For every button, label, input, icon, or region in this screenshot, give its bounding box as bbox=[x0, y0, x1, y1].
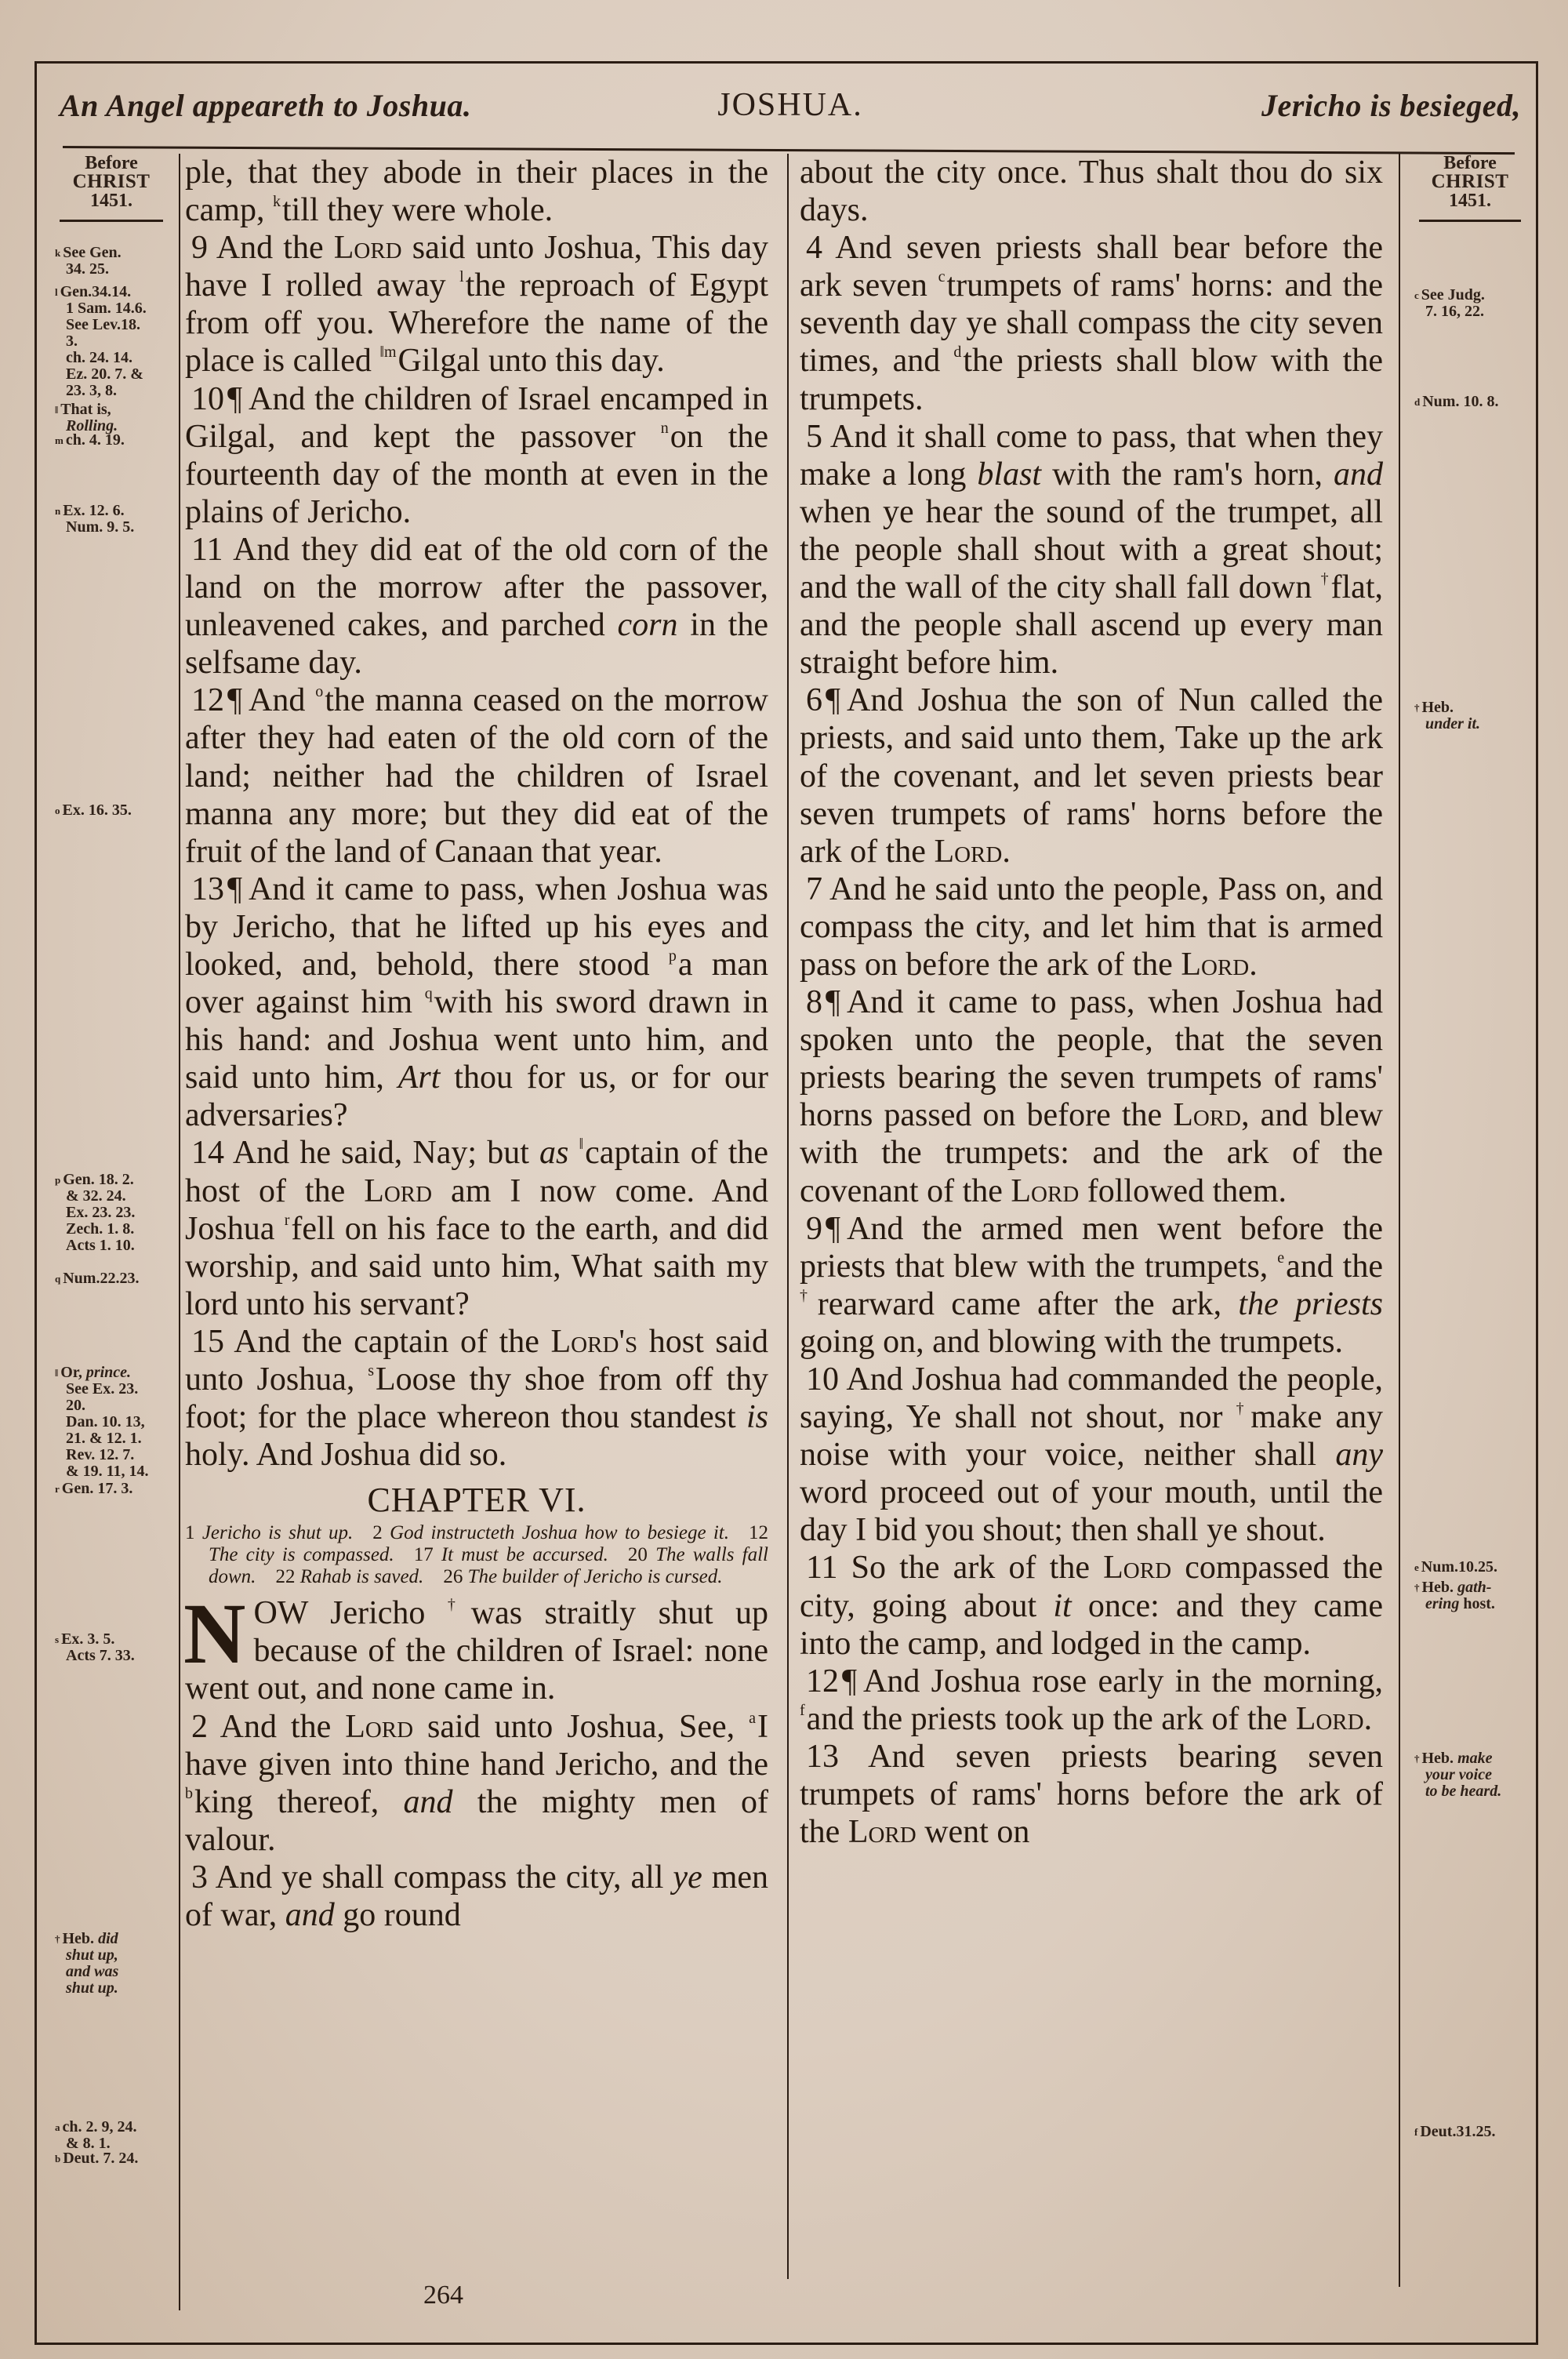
footnote-marker: † bbox=[447, 1596, 470, 1614]
reference-line: $^a$ ch. 2. 9, 24. bbox=[55, 2118, 137, 2135]
verse-6-3: 3 And ye shall compass the city, all ye men of war, and go round bbox=[185, 1859, 768, 1934]
center-column-rule bbox=[787, 154, 789, 2279]
reference-marker: a bbox=[55, 2121, 60, 2133]
reference-marker: q bbox=[55, 1273, 61, 1285]
left-margin-cross-reference bbox=[55, 1270, 172, 1287]
reference-line: 20. bbox=[66, 1397, 85, 1414]
verse-number: 15 bbox=[191, 1323, 224, 1360]
reference-line: 23. 3, 8. bbox=[66, 382, 117, 399]
reference-marker: s bbox=[55, 1634, 60, 1645]
reference-marker: † bbox=[1414, 702, 1420, 714]
reference-marker: n bbox=[55, 505, 61, 517]
before-label: Before bbox=[85, 153, 138, 173]
reference-line: your voice bbox=[1425, 1766, 1492, 1783]
before-christ-date-left bbox=[60, 154, 163, 222]
footnote-marker: s bbox=[368, 1362, 374, 1379]
reference-marker: ‖ bbox=[55, 404, 59, 416]
reference-marker: k bbox=[55, 247, 61, 259]
reference-line: Zech. 1. 8. bbox=[66, 1220, 135, 1238]
reference-marker: o bbox=[55, 805, 60, 816]
footnote-marker: † bbox=[1236, 1400, 1250, 1418]
reference-line: under it. bbox=[1425, 715, 1481, 732]
footnote-marker: o bbox=[315, 683, 324, 701]
left-margin-cross-reference bbox=[55, 1365, 172, 1480]
pilcrow-icon: ¶ bbox=[227, 682, 243, 719]
reference-line: † Heb. bbox=[1414, 699, 1454, 716]
verse-number: 2 bbox=[191, 1708, 208, 1745]
verse-number: 10 bbox=[806, 1361, 839, 1398]
reference-line: ering host. bbox=[1425, 1595, 1495, 1612]
verse-number: 12 bbox=[191, 682, 224, 719]
reference-line: Rolling. bbox=[66, 417, 118, 434]
verse-6-7: 7 And he said unto the people, Pass on, and compass the city, and let him that is armed pass on before the ark of the Lord. bbox=[800, 871, 1383, 983]
text-column-right bbox=[800, 154, 1383, 1851]
running-head bbox=[60, 75, 1521, 135]
reference-marker: c bbox=[1414, 289, 1419, 301]
verse-5-9: 9 And the Lord said unto Joshua, This day have I rolled away $^l$the reproach of Egypt from off you. Wherefore the name of the place is called $^{‖m}$Gilgal unto this day. bbox=[185, 230, 768, 380]
reference-line: Rev. 12. 7. bbox=[66, 1446, 135, 1463]
running-head-right: Jericho is besieged, bbox=[1261, 87, 1521, 123]
reference-line: Ez. 20. 7. & bbox=[66, 365, 143, 383]
footnote-marker: c bbox=[938, 268, 946, 286]
reference-line: to be heard. bbox=[1425, 1783, 1502, 1800]
verse-number: 13 bbox=[806, 1738, 839, 1775]
reference-marker: b bbox=[55, 2153, 61, 2165]
right-margin-references bbox=[1411, 154, 1529, 233]
reference-line: See Ex. 23. bbox=[66, 1380, 139, 1398]
chapter-summary-item: 26 The builder of Jericho is cursed. bbox=[443, 1566, 723, 1588]
verse-number: 14 bbox=[191, 1135, 224, 1172]
reference-line: 7. 16, 22. bbox=[1425, 303, 1484, 320]
verse-number: 9 bbox=[806, 1210, 822, 1247]
drop-cap: N bbox=[183, 1586, 246, 1682]
reference-marker: f bbox=[1414, 2126, 1418, 2138]
reference-line: $^s$ Ex. 3. 5. bbox=[55, 1630, 115, 1648]
right-margin-rule bbox=[1399, 154, 1400, 2287]
verse-6-9: 9¶ And the armed men went before the priests that blew with the trumpets, $^e$and the †rearward came after the ark, the priests going on, and blowing with the trumpets. bbox=[800, 1210, 1384, 1360]
verse-number: 7 bbox=[806, 871, 822, 907]
left-margin-references bbox=[52, 154, 171, 233]
verse-5-11: 11 And they did eat of the old corn of the land on the morrow after the passover, unleavened cakes, and parched corn in the selfsame day. bbox=[185, 531, 768, 682]
left-margin-cross-reference bbox=[55, 245, 172, 278]
christ-label: CHRIST bbox=[1431, 171, 1509, 192]
reference-line: ‖ Or, prince. bbox=[55, 1364, 132, 1381]
pilcrow-icon: ¶ bbox=[227, 380, 243, 417]
reference-marker: † bbox=[1414, 1582, 1420, 1594]
year-label: 1451. bbox=[90, 191, 132, 211]
verse-6-1: NOW Jericho †was straitly shut up because of the children of Israel: none went out, and none came in. bbox=[183, 1586, 769, 1707]
verse-6-12: 12¶ And Joshua rose early in the morning, $^f$and the priests took up the ark of the Lord. bbox=[800, 1663, 1383, 1737]
reference-line: Num. 9. 5. bbox=[66, 518, 135, 536]
footnote-marker: b bbox=[185, 1784, 193, 1802]
right-margin-cross-reference bbox=[1414, 1750, 1532, 1800]
verse-6-2: 2 And the Lord said unto Joshua, See, $^a$I have given into thine hand Jericho, and the $^b$king thereof, and the mighty men of valour. bbox=[185, 1708, 769, 1858]
pilcrow-icon: ¶ bbox=[826, 1210, 841, 1247]
verse-5-13: 13¶ And it came to pass, when Joshua was by Jericho, that he lifted up his eyes and looked, and, behold, there stood $^p$a man over against him $^q$with his sword drawn in his hand: and Joshua went unto him, and said unto him, Art thou for us, or for our adversaries? bbox=[185, 871, 769, 1134]
right-margin-cross-reference bbox=[1414, 287, 1532, 320]
reference-line: $^q$ Num.22.23. bbox=[55, 1270, 140, 1287]
left-margin-cross-reference bbox=[55, 1481, 172, 1497]
chapter-summary-item: 12 The city is compassed. bbox=[209, 1522, 768, 1566]
chapter-summary-item: 1 Jericho is shut up. bbox=[185, 1522, 373, 1544]
reference-line: $^e$ Num.10.25. bbox=[1414, 1558, 1498, 1576]
reference-line: 3. bbox=[66, 333, 78, 350]
verse-6-4: 4 And seven priests shall bear before the ark seven $^c$trumpets of rams' horns: and the seventh day ye shall compass the city seven times, and $^d$the priests shall blow with the trumpets. bbox=[800, 230, 1383, 417]
reference-line: ch. 24. 14. bbox=[66, 349, 132, 366]
text-column-left bbox=[185, 154, 768, 1934]
page-number: 264 bbox=[423, 2281, 463, 2310]
reference-line: $^n$ Ex. 12. 6. bbox=[55, 502, 125, 519]
reference-marker: l bbox=[55, 286, 58, 298]
reference-line: & 8. 1. bbox=[66, 2135, 111, 2152]
left-margin-cross-reference bbox=[55, 432, 172, 449]
verse-6-11: 11 So the ark of the Lord compassed the city, going about it once: and they came into the camp, and lodged in the camp. bbox=[800, 1550, 1384, 1662]
verse-number: 3 bbox=[191, 1859, 208, 1896]
footnote-marker: a bbox=[749, 1709, 757, 1727]
verse-number: 6 bbox=[806, 682, 822, 719]
reference-line: 21. & 12. 1. bbox=[66, 1430, 142, 1447]
pilcrow-icon: ¶ bbox=[826, 984, 841, 1021]
left-margin-cross-reference bbox=[55, 1631, 172, 1664]
reference-line: † Heb. gath- bbox=[1414, 1579, 1492, 1596]
reference-line: $^c$ See Judg. bbox=[1414, 286, 1485, 304]
verse-number: 11 bbox=[806, 1550, 838, 1587]
reference-marker: ‖ bbox=[55, 1367, 59, 1379]
verse-number: 12 bbox=[806, 1663, 839, 1699]
verse-number: 13 bbox=[191, 871, 224, 907]
right-margin-cross-reference bbox=[1414, 1579, 1532, 1612]
footnote-marker: † bbox=[1320, 570, 1330, 588]
reference-line: 1 Sam. 14.6. bbox=[66, 300, 147, 317]
left-margin-cross-reference bbox=[55, 1931, 172, 1997]
footnote-marker: q bbox=[424, 985, 433, 1003]
verse-6-3-continued: about the city once. Thus shalt thou do six days. bbox=[800, 154, 1383, 229]
right-margin-cross-reference bbox=[1414, 1559, 1532, 1576]
left-margin-cross-reference bbox=[55, 1172, 172, 1254]
reference-line: $^b$ Deut. 7. 24. bbox=[55, 2150, 139, 2167]
before-christ-date-right bbox=[1419, 154, 1521, 222]
right-margin-cross-reference bbox=[1414, 394, 1532, 410]
footnote-marker: k bbox=[272, 193, 281, 211]
pilcrow-icon: ¶ bbox=[842, 1663, 858, 1699]
verse-5-12: 12¶ And $^o$the manna ceased on the morrow after they had eaten of the old corn of the land; neither had the children of Israel manna any more; but they did eat of the fruit of the land of Canaan that year. bbox=[185, 682, 768, 870]
reference-line: shut up. bbox=[66, 1979, 118, 1997]
footnote-marker: f bbox=[800, 1701, 805, 1719]
reference-line: † Heb. make bbox=[1414, 1750, 1493, 1767]
reference-marker: e bbox=[1414, 1561, 1419, 1573]
verse-6-8: 8¶ And it came to pass, when Joshua had spoken unto the people, that the seven priests bearing the seven trumpets of rams' horns passed on before the Lord, and blew with the trumpets: and the ark of the covenant of the Lord followed them. bbox=[800, 984, 1383, 1209]
chapter-summary bbox=[185, 1522, 768, 1588]
footnote-marker: l bbox=[459, 268, 464, 286]
reference-line: $^r$ Gen. 17. 3. bbox=[55, 1480, 133, 1497]
reference-marker: † bbox=[1414, 1753, 1420, 1765]
footnote-marker: e bbox=[1277, 1249, 1285, 1267]
reference-line: $^l$ Gen.34.14. bbox=[55, 283, 132, 300]
verse-number: 5 bbox=[806, 418, 822, 455]
reference-marker: p bbox=[55, 1174, 61, 1186]
verse-5-14: 14 And he said, Nay; but as ‖captain of the host of the Lord am I now come. And Joshua $^r$fell on his face to the earth, and did worship, and said unto him, What saith my lord unto his servant? bbox=[185, 1135, 769, 1322]
reference-line: † Heb. did bbox=[55, 1930, 118, 1947]
verse-number: 10 bbox=[191, 380, 224, 417]
footnote-marker: ‖m bbox=[379, 343, 397, 362]
left-margin-cross-reference bbox=[55, 802, 172, 819]
verse-number: 11 bbox=[191, 531, 223, 568]
running-head-book-title: JOSHUA. bbox=[717, 87, 863, 123]
verse-number: 9 bbox=[191, 230, 208, 267]
verse-5-15: 15 And the captain of the Lord's host said unto Joshua, $^s$Loose thy shoe from off thy foot; for the place whereon thou standest is holy. And Joshua did so. bbox=[185, 1323, 769, 1474]
reference-line: and was bbox=[66, 1963, 119, 1980]
chapter-heading: CHAPTER VI. bbox=[367, 1481, 586, 1520]
reference-line: ‖ That is, bbox=[55, 401, 111, 418]
footnote-marker: d bbox=[953, 343, 962, 362]
reference-line: $^f$ Deut.31.25. bbox=[1414, 2123, 1496, 2140]
left-margin-cross-reference bbox=[55, 2150, 172, 2167]
left-margin-rule bbox=[179, 154, 180, 2310]
reference-line: & 19. 11, 14. bbox=[66, 1463, 149, 1480]
verse-6-6: 6¶ And Joshua the son of Nun called the priests, and said unto them, Take up the ark of the covenant, and let seven priests bear seven trumpets of rams' horns before the ark of the Lord. bbox=[800, 682, 1383, 870]
reference-line: & 32. 24. bbox=[66, 1187, 126, 1205]
footnote-marker: n bbox=[660, 419, 669, 437]
left-margin-cross-reference bbox=[55, 2119, 172, 2152]
footnote-marker: p bbox=[668, 947, 677, 965]
reference-marker: † bbox=[55, 1933, 60, 1945]
reference-line: Dan. 10. 13, bbox=[66, 1413, 145, 1430]
chapter-summary-item: 22 Rahab is saved. bbox=[275, 1566, 444, 1588]
chapter-summary-item: 2 God instructeth Joshua how to besiege it. bbox=[372, 1522, 749, 1544]
chapter-summary-item: 17 It must be accursed. bbox=[413, 1544, 628, 1566]
right-margin-cross-reference bbox=[1414, 2124, 1532, 2140]
verse-6-13: 13 And seven priests bearing seven trumpets of rams' horns before the ark of the Lord went on bbox=[800, 1738, 1383, 1851]
right-margin-cross-reference bbox=[1414, 700, 1532, 732]
verse-6-10: 10 And Joshua had commanded the people, saying, Ye shall not shout, nor †make any noise with your voice, neither shall any word proceed out of your mouth, until the day I bid you shout; then shall ye shout. bbox=[800, 1361, 1384, 1549]
verse-6-5: 5 And it shall come to pass, that when they make a long blast with the ram's horn, and when ye hear the sound of the trumpet, all the people shall shout with a great shout; and the wall of the city shall fall down †flat, and the people shall ascend up every man straight before him. bbox=[800, 418, 1383, 682]
christ-label: CHRIST bbox=[72, 171, 151, 192]
footnote-marker: r bbox=[284, 1211, 290, 1229]
reference-line: $^o$ Ex. 16. 35. bbox=[55, 801, 132, 819]
reference-line: $^k$ See Gen. bbox=[55, 244, 122, 261]
reference-line: Acts 7. 33. bbox=[66, 1647, 135, 1664]
verse-5-8-continued: ple, that they abode in their places in the camp, $^k$till they were whole. bbox=[185, 154, 768, 229]
reference-line: $^m$ ch. 4. 19. bbox=[55, 431, 125, 449]
verse-5-10: 10¶ And the children of Israel encamped in Gilgal, and kept the passover $^n$on the fourteenth day of the month at even in the plains of Jericho. bbox=[185, 380, 769, 530]
footnote-marker: ‖ bbox=[579, 1136, 584, 1154]
footnote-marker: † bbox=[800, 1286, 816, 1304]
left-margin-cross-reference bbox=[55, 503, 172, 536]
year-label: 1451. bbox=[1449, 191, 1491, 211]
reference-line: $^p$ Gen. 18. 2. bbox=[55, 1171, 134, 1188]
running-head-left: An Angel appeareth to Joshua. bbox=[60, 87, 472, 123]
reference-marker: m bbox=[55, 434, 64, 446]
chapter-summary-item: 20 The walls fall down. bbox=[209, 1544, 769, 1588]
reference-line: shut up, bbox=[66, 1946, 118, 1964]
reference-line: Ex. 23. 23. bbox=[66, 1204, 136, 1221]
reference-marker: d bbox=[1414, 396, 1421, 408]
reference-line: $^d$ Num. 10. 8. bbox=[1414, 393, 1499, 410]
left-margin-cross-reference bbox=[55, 402, 172, 434]
reference-line: See Lev.18. bbox=[66, 316, 140, 333]
reference-line: Acts 1. 10. bbox=[66, 1237, 135, 1254]
reference-line: 34. 25. bbox=[66, 260, 109, 278]
pilcrow-icon: ¶ bbox=[826, 682, 841, 719]
verse-number: 4 bbox=[806, 230, 822, 267]
reference-marker: r bbox=[55, 1483, 60, 1495]
before-label: Before bbox=[1443, 153, 1497, 173]
left-margin-cross-reference bbox=[55, 284, 172, 399]
pilcrow-icon: ¶ bbox=[227, 871, 243, 907]
verse-number: 8 bbox=[806, 984, 822, 1021]
